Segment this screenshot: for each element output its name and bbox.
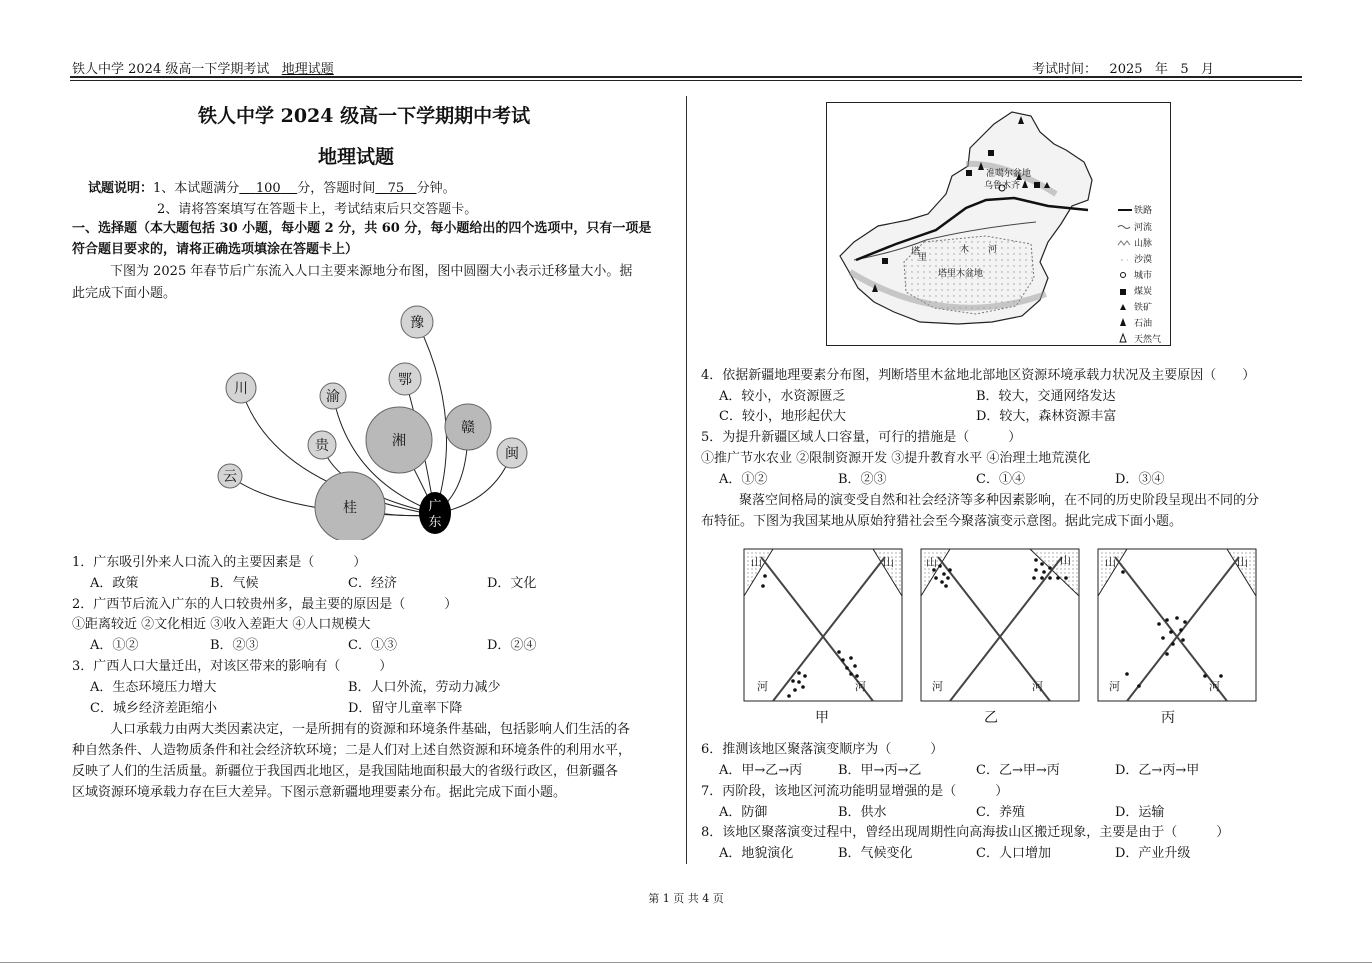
column-divider bbox=[686, 96, 687, 864]
q2-option-d: D．②④ bbox=[487, 638, 537, 653]
legend-coal-symbol bbox=[1120, 289, 1126, 295]
legend-desert: 沙漠 bbox=[1134, 255, 1153, 265]
q6-option-c: C．乙→甲→丙 bbox=[976, 763, 1060, 778]
panel-label: 甲 bbox=[815, 710, 829, 726]
coal-symbol bbox=[1034, 182, 1040, 188]
settlement-dot bbox=[1056, 576, 1060, 580]
settlement-dot bbox=[1042, 570, 1046, 574]
coal-symbol bbox=[882, 258, 888, 264]
coal-symbol bbox=[988, 150, 994, 156]
q3-option-a: A．生态环境压力增大 bbox=[90, 680, 217, 695]
source-label: 闽 bbox=[505, 446, 519, 462]
settlement-dot bbox=[849, 656, 853, 660]
legend-river: 河流 bbox=[1134, 223, 1153, 233]
q2-option-c: C．①③ bbox=[348, 638, 397, 653]
legend-coal: 煤炭 bbox=[1134, 287, 1153, 297]
q5-items: ①推广节水农业 ②限制资源开发 ③提升教育水平 ④治理土地荒漠化 bbox=[701, 451, 1091, 466]
settlement-dot bbox=[1040, 562, 1044, 566]
settlement-dot bbox=[761, 584, 765, 588]
settlement-dot bbox=[763, 574, 767, 578]
map-label: 里 bbox=[918, 253, 928, 263]
river-label: 河 bbox=[757, 680, 768, 693]
settlement-dot bbox=[1169, 630, 1173, 634]
q4-option-b: B．较大，交通网络发达 bbox=[976, 389, 1116, 404]
source-label: 渝 bbox=[326, 389, 340, 405]
settlement-dot bbox=[946, 576, 950, 580]
river-label: 河 bbox=[1032, 680, 1043, 693]
settlement-dot bbox=[1137, 684, 1141, 688]
source-label: 川 bbox=[234, 381, 248, 397]
settlement-dot bbox=[1179, 628, 1183, 632]
q6-option-d: D．乙→丙→甲 bbox=[1115, 763, 1200, 778]
map-label: 河 bbox=[988, 245, 998, 255]
settlement-dot bbox=[1048, 576, 1052, 580]
settlement-dot bbox=[1175, 616, 1179, 620]
source-label: 豫 bbox=[410, 315, 424, 331]
header-subject: 地理试题 bbox=[281, 62, 334, 77]
settlement-figure bbox=[743, 548, 1258, 730]
settlement-dot bbox=[801, 685, 805, 689]
q8-option-c: C．人口增加 bbox=[976, 846, 1051, 861]
intro-2-line-3: 反映了人们的生活质量。新疆位于我国西北地区，是我国陆地面积最大的省级行政区，但新疆各 bbox=[72, 764, 619, 779]
river-label: 河 bbox=[932, 680, 943, 693]
section-1-heading-cont: 符合题目要求的，请将正确选项填涂在答题卡上） bbox=[72, 242, 359, 257]
mountain-label: 山 bbox=[751, 556, 762, 569]
settlement-dot bbox=[1121, 570, 1125, 574]
page-number: 第 1 页 共 4 页 bbox=[648, 892, 724, 905]
q8-option-b: B．气候变化 bbox=[838, 846, 913, 861]
map-label: 木 bbox=[960, 245, 970, 255]
question-7: 7．丙阶段，该地区河流功能明显增强的是（ ） bbox=[701, 784, 1009, 799]
header-rule bbox=[70, 76, 1302, 78]
intro-1-cont: 此完成下面小题。 bbox=[72, 286, 177, 301]
legend-iron: 铁矿 bbox=[1134, 303, 1153, 313]
settlement-dot bbox=[948, 568, 952, 572]
settlement-dot bbox=[1181, 638, 1185, 642]
settlement-dot bbox=[837, 650, 841, 654]
settlement-dot bbox=[1219, 674, 1223, 678]
q2-items: ①距离较近 ②文化相近 ③收入差距大 ④人口规模大 bbox=[72, 617, 371, 632]
settlement-dot bbox=[1048, 566, 1052, 570]
q8-option-a: A．地貌演化 bbox=[719, 846, 794, 861]
q5-option-b: B．②③ bbox=[838, 472, 887, 487]
settlement-dot bbox=[791, 679, 795, 683]
settlement-dot bbox=[1171, 642, 1175, 646]
legend-city: 城市 bbox=[1134, 271, 1153, 281]
settlement-dot bbox=[1125, 672, 1129, 676]
question-8: 8．该地区聚落演变过程中，曾经出现周期性向高海拔山区搬迁现象，主要是由于（ ） bbox=[701, 825, 1230, 840]
q4-option-d: D．较大，森林资源丰富 bbox=[976, 409, 1117, 424]
legend-oil: 石油 bbox=[1134, 319, 1153, 329]
question-6: 6．推测该地区聚落演变顺序为（ ） bbox=[701, 742, 944, 757]
question-3: 3．广西人口大量迁出，对该区带来的影响有（ ） bbox=[72, 659, 393, 674]
question-2: 2．广西节后流入广东的人口较贵州多，最主要的原因是（ ） bbox=[72, 597, 458, 612]
q1-option-b: B．气候 bbox=[210, 576, 259, 591]
legend-railway: 铁路 bbox=[1134, 206, 1153, 216]
intro-1: 下图为 2025 年春节后广东流入人口主要来源地分布图，图中圆圈大小表示迁移量大小。据 bbox=[110, 264, 633, 279]
settlement-dot bbox=[1161, 636, 1165, 640]
intro-2-line-2: 种自然条件、人造物质条件和社会经济软环境；二是人们对上述自然资源和环境条件的利用水平， bbox=[72, 743, 632, 758]
mountain-label: 山 bbox=[1060, 554, 1071, 567]
settlement-dot bbox=[797, 680, 801, 684]
settlement-dot bbox=[853, 664, 857, 668]
q5-option-a: A．①② bbox=[719, 472, 768, 487]
settlement-dot bbox=[944, 584, 948, 588]
settlement-dot bbox=[1032, 576, 1036, 580]
settlement-dot bbox=[803, 674, 807, 678]
settlement-dot bbox=[1034, 568, 1038, 572]
source-label: 云 bbox=[223, 469, 237, 485]
settlement-dot bbox=[1165, 652, 1169, 656]
question-1: 1．广东吸引外来人口流入的主要因素是（ ） bbox=[72, 555, 367, 570]
source-label: 鄂 bbox=[398, 372, 412, 388]
exam-subtitle: 地理试题 bbox=[318, 146, 395, 168]
panel-jia bbox=[744, 549, 902, 726]
settlement-dot bbox=[849, 672, 853, 676]
settlement-dot bbox=[1165, 618, 1169, 622]
header-right: 考试时间： 2025 年 5 月 bbox=[1032, 62, 1215, 77]
legend-mountain: 山脉 bbox=[1134, 239, 1153, 249]
q1-option-c: C．经济 bbox=[348, 576, 397, 591]
q7-option-b: B．供水 bbox=[838, 805, 887, 820]
map-label: 准噶尔盆地 bbox=[986, 169, 1032, 179]
source-label: 赣 bbox=[461, 420, 475, 436]
question-4: 4．依据新疆地理要素分布图，判断塔里木盆地北部地区资源环境承载力状况及主要原因（ ） bbox=[701, 368, 1256, 383]
settlement-dot bbox=[787, 694, 791, 698]
q2-option-a: A．①② bbox=[90, 638, 139, 653]
section-1-heading: 一、选择题（本大题包括 30 小题，每小题 2 分，共 60 分，每小题给出的四个选项中，只有一项是 bbox=[72, 221, 652, 236]
q1-option-a: A．政策 bbox=[90, 576, 139, 591]
map-label: 乌鲁木齐 bbox=[984, 181, 1021, 191]
panel-yi bbox=[921, 549, 1079, 726]
settlement-dot bbox=[845, 666, 849, 670]
settlement-dot bbox=[1034, 558, 1038, 562]
settlement-dot bbox=[1040, 576, 1044, 580]
intro-2-line-1: 人口承载力由两大类因素决定，一是所拥有的资源和环境条件基础，包括影响人们生活的各 bbox=[110, 722, 631, 737]
settlement-dot bbox=[938, 564, 942, 568]
coal-symbol bbox=[966, 170, 972, 176]
question-5: 5．为提升新疆区域人口容量，可行的措施是（ ） bbox=[701, 430, 1022, 445]
q5-option-c: C．①④ bbox=[976, 472, 1025, 487]
settlement-dot bbox=[942, 572, 946, 576]
q2-option-b: B．②③ bbox=[210, 638, 259, 653]
panel-label: 丙 bbox=[1161, 710, 1175, 726]
mountain-label: 山 bbox=[926, 556, 937, 569]
river-label: 河 bbox=[1109, 680, 1120, 693]
q7-option-d: D．运输 bbox=[1115, 805, 1165, 820]
intro-3: 聚落空间格局的演变受自然和社会经济等多种因素影响，在不同的历史阶段呈现出不同的分 bbox=[739, 493, 1260, 508]
mountain-label: 山 bbox=[883, 556, 894, 569]
q4-option-c: C．较小，地形起伏大 bbox=[719, 409, 846, 424]
settlement-dot bbox=[1157, 622, 1161, 626]
q3-option-c: C．城乡经济差距缩小 bbox=[90, 701, 217, 716]
q6-option-a: A．甲→乙→丙 bbox=[719, 763, 803, 778]
legend-desert-symbol bbox=[1118, 256, 1128, 261]
legend-city-symbol bbox=[1121, 273, 1126, 278]
map-label: 塔 bbox=[911, 247, 921, 257]
xinjiang-map bbox=[826, 102, 1176, 348]
q1-option-d: D．文化 bbox=[487, 576, 537, 591]
settlement-dot bbox=[934, 576, 938, 580]
settlement-dot bbox=[1183, 620, 1187, 624]
river-label: 河 bbox=[1209, 680, 1220, 693]
settlement-dot bbox=[841, 658, 845, 662]
settlement-dot bbox=[797, 671, 801, 675]
river-label: 河 bbox=[855, 680, 866, 693]
exam-title: 铁人中学 2024 级高一下学期期中考试 bbox=[198, 105, 531, 127]
exam-note-2: 2、请将答案填写在答题卡上，考试结束后只交答题卡。 bbox=[157, 202, 478, 217]
source-label: 桂 bbox=[343, 500, 357, 516]
map-label: 塔里木盆地 bbox=[938, 269, 984, 279]
bottom-rule bbox=[0, 962, 1372, 963]
panel-frame bbox=[744, 549, 902, 701]
panel-bing bbox=[1098, 549, 1256, 726]
header-left: 铁人中学 2024 级高一下学期考试 地理试题 bbox=[72, 62, 334, 77]
settlement-dot bbox=[793, 688, 797, 692]
source-label: 湘 bbox=[392, 433, 406, 449]
settlement-dot bbox=[1203, 674, 1207, 678]
mountain-label: 山 bbox=[1105, 556, 1116, 569]
settlement-dot bbox=[940, 580, 944, 584]
q3-option-b: B．人口外流，劳动力减少 bbox=[348, 680, 501, 695]
q3-option-d: D．留守儿童率下降 bbox=[348, 701, 463, 716]
migration-figure bbox=[210, 300, 540, 540]
intro-2-line-4: 区域资源环境承载力存在巨大差异。下图示意新疆地理要素分布。据此完成下面小题。 bbox=[72, 785, 567, 800]
header-rule-thin bbox=[70, 80, 1302, 81]
target-label: 广东 bbox=[428, 499, 442, 530]
settlement-dot bbox=[1064, 576, 1068, 580]
q7-option-c: C．养殖 bbox=[976, 805, 1025, 820]
source-label: 贵 bbox=[315, 438, 329, 454]
q7-option-a: A．防御 bbox=[719, 805, 768, 820]
q6-option-b: B．甲→丙→乙 bbox=[838, 763, 922, 778]
legend-gas: 天然气 bbox=[1134, 335, 1162, 345]
exam-note-1: 试题说明：1、本试题满分 100 分，答题时间 75 分钟。 bbox=[88, 181, 456, 196]
panel-label: 乙 bbox=[984, 710, 998, 726]
settlement-dot bbox=[855, 674, 859, 678]
q8-option-d: D．产业升级 bbox=[1115, 846, 1191, 861]
intro-3-cont: 布特征。下图为我国某地从原始狩猎社会至今聚落演变示意图。据此完成下面小题。 bbox=[701, 514, 1183, 529]
mountain-label: 山 bbox=[1237, 556, 1248, 569]
q5-option-d: D．③④ bbox=[1115, 472, 1165, 487]
q4-option-a: A．较小，水资源匮乏 bbox=[719, 389, 846, 404]
